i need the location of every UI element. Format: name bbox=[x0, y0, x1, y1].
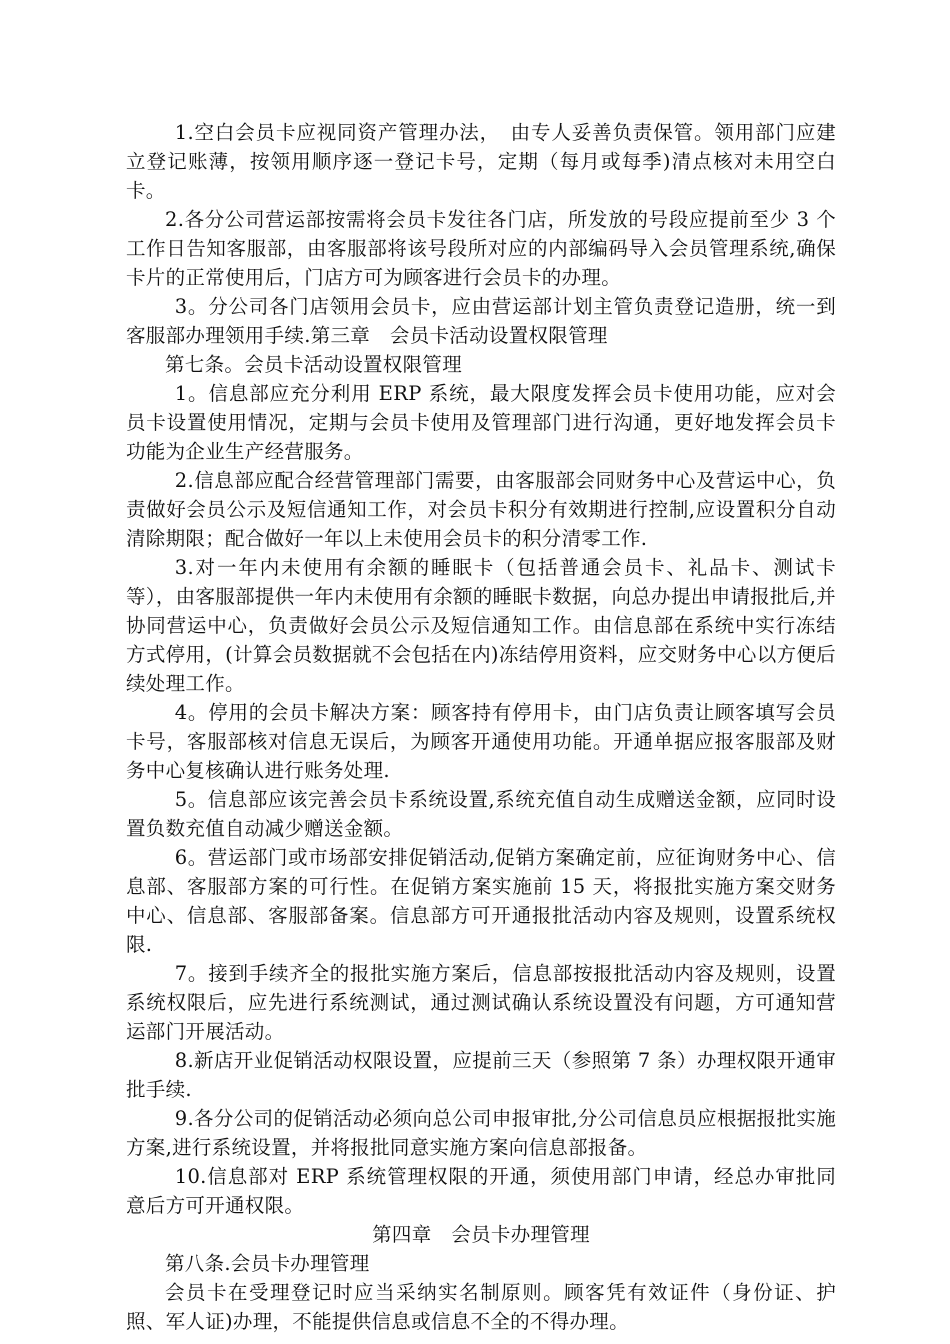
document-body bbox=[126, 118, 836, 1336]
paragraph-7-3: 3.对一年内未使用有余额的睡眠卡（包括普通会员卡、礼品卡、测试卡等），由客服部提供一年内未使用有余额的睡眠卡数据，向总办提出申请报批后,并协同营运中心，负责做好会员公示及短信通知工作。由信息部在系统中实行冻结方式停用，(计算会员数据就不会包括在内)冻结停用资料，应交财务中心以方便后续处理工作。 bbox=[126, 556, 836, 695]
paragraph-7-5: 5。信息部应该完善会员卡系统设置,系统充值自动生成赠送金额，应同时设置负数充值自动减少赠送金额。 bbox=[126, 788, 836, 840]
paragraph-7-4: 4。停用的会员卡解决方案：顾客持有停用卡，由门店负责让顾客填写会员卡号，客服部核对信息无误后，为顾客开通使用功能。开通单据应报客服部及财务中心复核确认进行账务处理. bbox=[126, 701, 836, 782]
paragraph-2: 2.各分公司营运部按需将会员卡发往各门店，所发放的号段应提前至少 3 个工作日告知客服部，由客服部将该号段所对应的内部编码导入会员管理系统,确保卡片的正常使用后，门店方可为顾客进行会员卡的办理。 bbox=[126, 208, 836, 289]
paragraph-7-2: 2.信息部应配合经营管理部门需要，由客服部会同财务中心及营运中心，负责做好会员公示及短信通知工作，对会员卡积分有效期进行控制,应设置积分自动清除期限；配合做好一年以上未使用会员卡的积分清零工作. bbox=[126, 469, 836, 550]
paragraph-7-9: 9.各分公司的促销活动必须向总公司申报审批,分公司信息员应根据报批实施方案,进行系统设置，并将报批同意实施方案向信息部报备。 bbox=[126, 1107, 836, 1159]
paragraph-7-8: 8.新店开业促销活动权限设置，应提前三天（参照第 7 条）办理权限开通审批手续. bbox=[126, 1049, 836, 1101]
paragraph-1: 1.空白会员卡应视同资产管理办法， 由专人妥善负责保管。领用部门应建立登记账薄，按领用顺序逐一登记卡号，定期（每月或每季)清点核对未用空白卡。 bbox=[126, 121, 836, 202]
paragraph-7-6: 6。营运部门或市场部安排促销活动,促销方案确定前，应征询财务中心、信息部、客服部方案的可行性。在促销方案实施前 15 天，将报批实施方案交财务中心、信息部、客服部备案。信息部方可开通报批活动内容及规则，设置系统权限. bbox=[126, 846, 836, 956]
paragraph-8-body: 会员卡在受理登记时应当采纳实名制原则。顾客凭有效证件（身份证、护照、军人证)办理，不能提供信息或信息不全的不得办理。 bbox=[126, 1281, 836, 1333]
chapter-four-heading: 第四章 会员卡办理管理 bbox=[372, 1223, 590, 1246]
paragraph-7-1: 1。信息部应充分利用 ERP 系统，最大限度发挥会员卡使用功能，应对会员卡设置使用情况，定期与会员卡使用及管理部门进行沟通，更好地发挥会员卡功能为企业生产经营服务。 bbox=[126, 382, 836, 463]
article-eight-heading: 第八条.会员卡办理管理 bbox=[165, 1252, 370, 1275]
article-seven-heading: 第七条。会员卡活动设置权限管理 bbox=[165, 353, 463, 376]
paragraph-7-7: 7。接到手续齐全的报批实施方案后，信息部按报批活动内容及规则，设置系统权限后，应先进行系统测试，通过测试确认系统设置没有问题，方可通知营运部门开展活动。 bbox=[126, 962, 836, 1043]
paragraph-7-10: 10.信息部对 ERP 系统管理权限的开通，须使用部门申请，经总办审批同意后方可开通权限。 bbox=[126, 1165, 836, 1217]
paragraph-3: 3。分公司各门店领用会员卡，应由营运部计划主管负责登记造册，统一到客服部办理领用手续.第三章 会员卡活动设置权限管理 bbox=[126, 295, 836, 347]
